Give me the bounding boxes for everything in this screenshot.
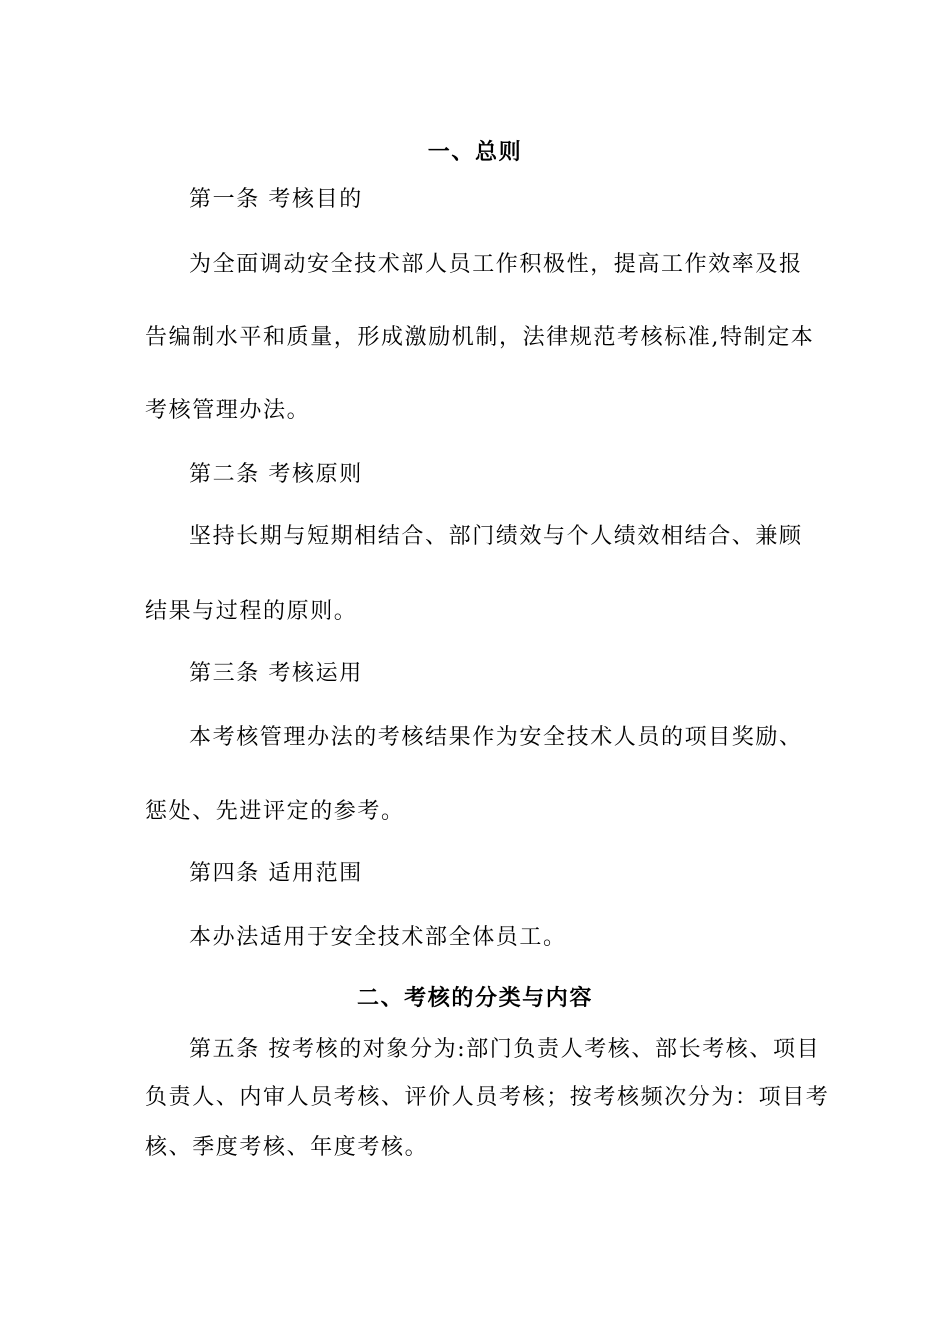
article-5-paragraph-line: 核、季度考核、年度考核。 (145, 1135, 429, 1160)
article-2-title: 第二条 考核原则 (189, 462, 363, 487)
article-4-title: 第四条 适用范围 (189, 861, 363, 886)
article-3-paragraph-line: 惩处、先进评定的参考。 (145, 799, 405, 824)
article-1-paragraph-line: 告编制水平和质量，形成激励机制，法律规范考核标准,特制定本 (145, 325, 815, 350)
article-1-title: 第一条 考核目的 (189, 187, 363, 212)
article-3-paragraph-line: 本考核管理办法的考核结果作为安全技术人员的项目奖励、 (189, 725, 803, 750)
article-1-paragraph-line: 为全面调动安全技术部人员工作积极性，提高工作效率及报 (189, 252, 803, 277)
section-heading-general: 一、总则 (427, 139, 523, 165)
article-2-paragraph-line: 结果与过程的原则。 (145, 599, 358, 624)
article-1-paragraph-line: 考核管理办法。 (145, 398, 311, 423)
article-4-paragraph-line: 本办法适用于安全技术部全体员工。 (189, 925, 567, 950)
article-5-paragraph-line: 负责人、内审人员考核、评价人员考核；按考核频次分为：项目考 (145, 1085, 830, 1110)
article-3-title: 第三条 考核运用 (189, 661, 363, 686)
article-2-paragraph-line: 坚持长期与短期相结合、部门绩效与个人绩效相结合、兼顾 (189, 524, 803, 549)
article-5-paragraph-line: 第五条 按考核的对象分为:部门负责人考核、部长考核、项目 (189, 1037, 821, 1062)
section-heading-classification: 二、考核的分类与内容 (356, 985, 593, 1011)
